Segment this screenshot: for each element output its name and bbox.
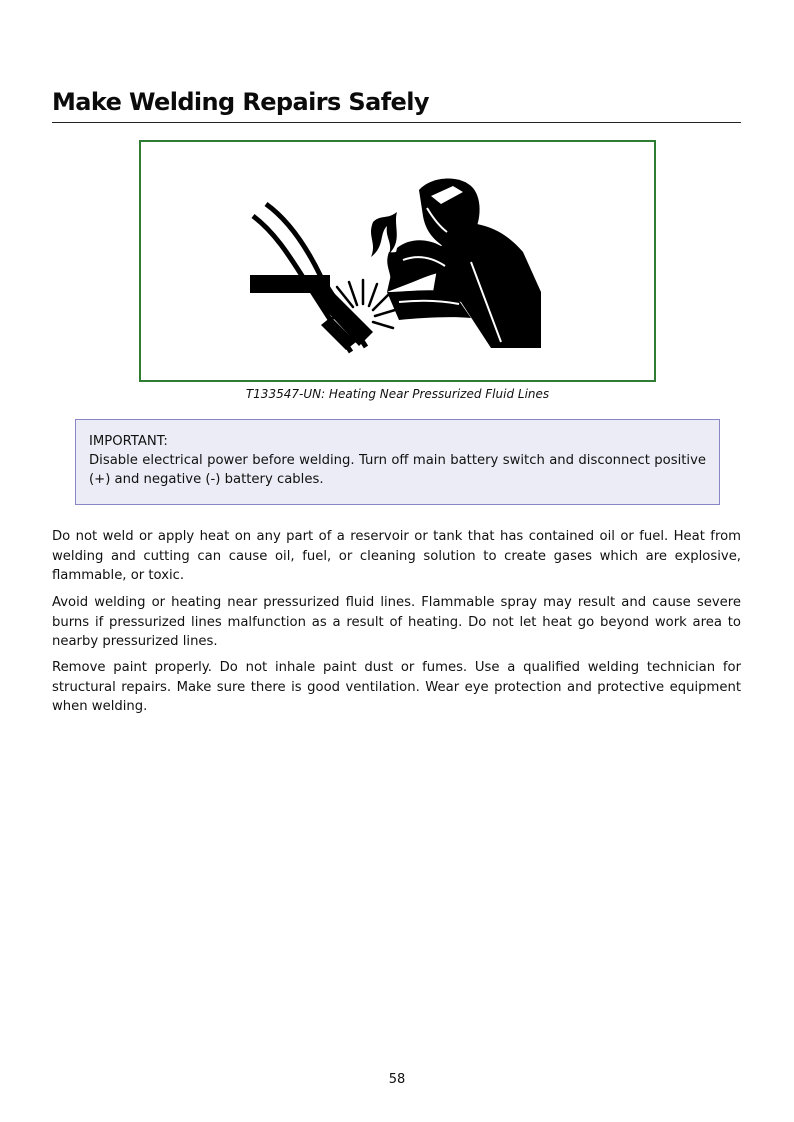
page-title: Make Welding Repairs Safely [52, 88, 429, 116]
important-text: Disable electrical power before welding. Turn off main battery switch and disconnect positive (+) and negative (-) battery cables. [89, 453, 706, 487]
figure-caption: T133547-UN: Heating Near Pressurized Fluid Lines [245, 387, 550, 401]
figure-frame [139, 140, 656, 382]
welder-pictogram-icon [141, 142, 654, 380]
body-paragraph-fluid-lines: Avoid welding or heating near pressurized fluid lines. Flammable spray may result and cause severe burns if pressurized lines malfunction as a result of heating. Do not let heat go beyond work area to nearby pressurized lines. [52, 595, 741, 649]
body-paragraph-paint: Remove paint properly. Do not inhale paint dust or fumes. Use a qualified welding technician for structural repairs. Make sure there is good ventilation. Wear eye protection and protective equipment when welding. [52, 660, 741, 714]
body-paragraph-reservoir: Do not weld or apply heat on any part of a reservoir or tank that has contained oil or fuel. Heat from welding and cutting can cause oil, fuel, or cleaning solution to create gases which are explosive, flammable, or toxic. [52, 529, 741, 583]
title-divider [52, 122, 741, 123]
important-notice [75, 419, 720, 505]
page-number: 58 [388, 1072, 406, 1087]
important-label: IMPORTANT: [89, 434, 168, 449]
